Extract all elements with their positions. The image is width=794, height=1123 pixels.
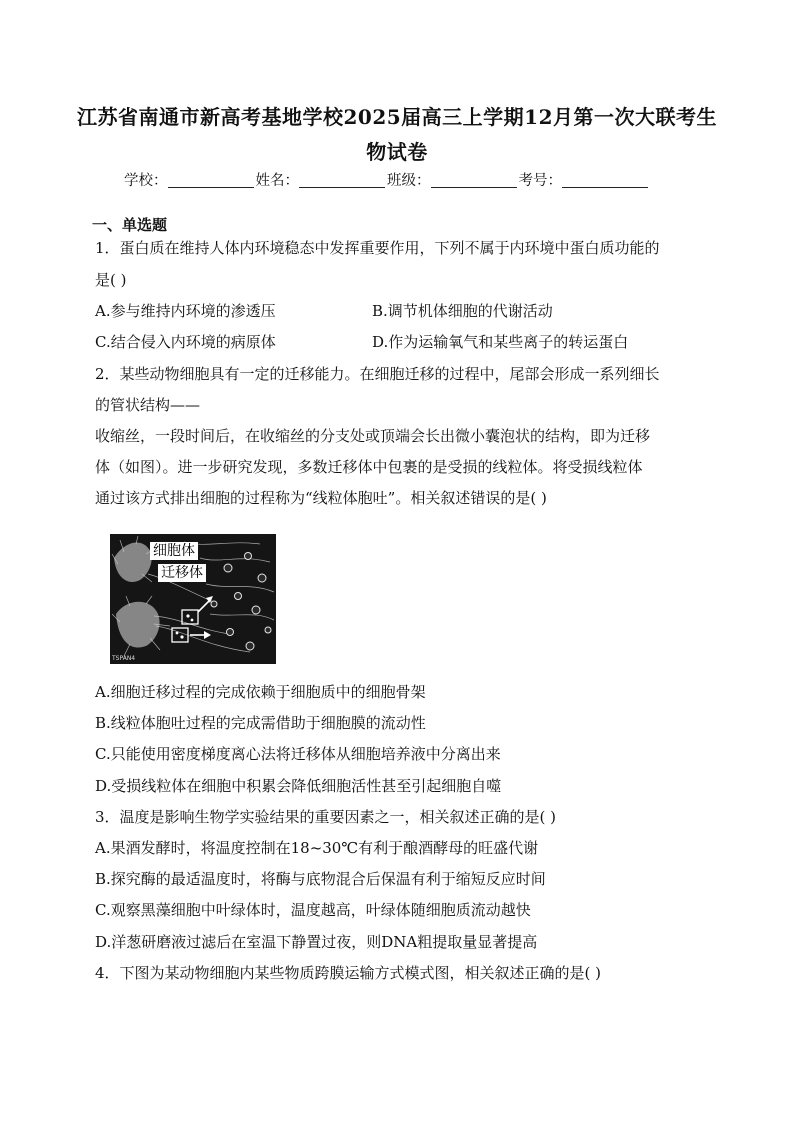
q1-option-b: B.调节机体细胞的代谢活动: [372, 302, 553, 320]
q1-option-d: D.作为运输氧气和某些离子的转运蛋白: [372, 333, 629, 351]
q3-option-a: A.果酒发酵时，将温度控制在18~30℃有利于酿酒酵母的旺盛代谢: [95, 839, 539, 857]
exam-title-line2: 物试卷: [366, 140, 428, 164]
q1-option-c: C.结合侵入内环境的病原体: [95, 333, 276, 351]
section-heading: 一、单选题: [92, 216, 168, 234]
label-migrasome: 迁移体: [158, 564, 206, 582]
q3-option-b: B.探究酶的最适温度时，将酶与底物混合后保温有利于缩短反应时间: [95, 870, 546, 888]
q1-stem-line1: 1．蛋白质在维持人体内环境稳态中发挥重要作用，下列不属于内环境中蛋白质功能的: [95, 239, 660, 257]
exam-title-line1: 江苏省南通市新高考基地学校2025届高三上学期12月第一次大联考生: [77, 105, 717, 129]
school-label: 学校：: [124, 173, 168, 189]
q1-stem-line2: 是( ): [95, 271, 127, 289]
student-info-row: [124, 169, 650, 190]
q3-option-d: D.洋葱研磨液过滤后在室温下静置过夜，则DNA粗提取量显著提高: [95, 933, 538, 951]
q2-option-c: C.只能使用密度梯度离心法将迁移体从细胞培养液中分离出来: [95, 745, 501, 763]
q2-stem-line4: 体（如图）。进一步研究发现，多数迁移体中包裹的是受损的线粒体。将受损线粒体: [95, 458, 643, 476]
q2-option-d: D.受损线粒体在细胞中积累会降低细胞活性甚至引起细胞自噬: [95, 777, 502, 795]
q2-option-a: A.细胞迁移过程的完成依赖于细胞质中的细胞骨架: [95, 683, 426, 701]
school-blank: [168, 172, 254, 188]
q4-stem: 4．下图为某动物细胞内某些物质跨膜运输方式模式图，相关叙述正确的是( ): [95, 964, 602, 982]
q1-option-a: A.参与维持内环境的渗透压: [95, 302, 276, 320]
class-label: 班级：: [387, 173, 431, 189]
q3-option-c: C.观察黑藻细胞中叶绿体时，温度越高，叶绿体随细胞质流动越快: [95, 901, 531, 919]
label-cell-body: 细胞体: [150, 542, 198, 560]
q3-stem: 3．温度是影响生物学实验结果的重要因素之一，相关叙述正确的是( ): [95, 808, 557, 826]
q2-option-b: B.线粒体胞吐过程的完成需借助于细胞膜的流动性: [95, 714, 426, 732]
q2-stem-line1: 2．某些动物细胞具有一定的迁移能力。在细胞迁移的过程中，尾部会形成一系列细长: [95, 365, 660, 383]
exam-number-label: 考号：: [518, 173, 562, 189]
name-blank: [299, 172, 385, 188]
class-blank: [431, 172, 517, 188]
q2-stem-line2: 的管状结构——: [95, 396, 201, 414]
q2-stem-line5: 通过该方式排出细胞的过程称为“线粒体胞吐”。相关叙述错误的是( ): [95, 489, 547, 507]
figure-corner-label: TSPAN4: [112, 655, 136, 662]
migrasome-micrograph: [110, 534, 276, 664]
name-label: 姓名：: [255, 173, 299, 189]
exam-number-blank: [562, 172, 648, 188]
q2-stem-line3: 收缩丝，一段时间后，在收缩丝的分支处或顶端会长出微小囊泡状的结构，即为迁移: [95, 427, 651, 445]
